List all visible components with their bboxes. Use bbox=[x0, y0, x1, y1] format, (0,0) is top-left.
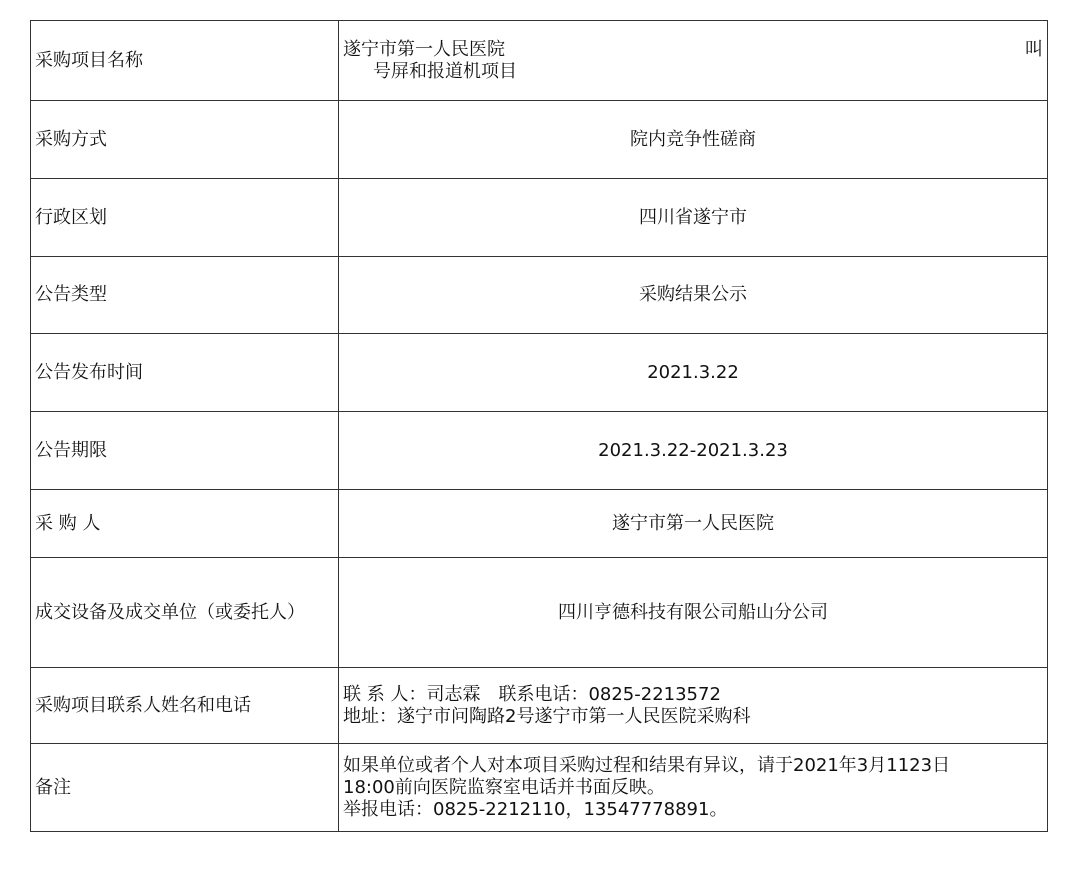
row-label-purchaser: 采 购 人 bbox=[31, 490, 339, 558]
table-row bbox=[31, 334, 1048, 412]
row-label-procurement-method: 采购方式 bbox=[31, 101, 339, 179]
winning-supplier-value: 四川亨德科技有限公司船山分公司 bbox=[339, 558, 1048, 668]
publish-date-value: 2021.3.22 bbox=[339, 334, 1048, 412]
remarks-line-3: 举报电话：0825-2212110，13547778891。 bbox=[343, 798, 728, 820]
notice-type-value: 采购结果公示 bbox=[339, 257, 1048, 334]
row-label-winning-supplier: 成交设备及成交单位（或委托人） bbox=[31, 558, 339, 668]
table-row bbox=[31, 412, 1048, 490]
remarks-value bbox=[339, 744, 1048, 832]
contact-value bbox=[339, 668, 1048, 744]
remarks-line-1: 如果单位或者个人对本项目采购过程和结果有异议，请于2021年3月1123日 bbox=[343, 754, 951, 776]
table-row bbox=[31, 744, 1048, 832]
row-label-notice-type: 公告类型 bbox=[31, 257, 339, 334]
purchaser-value: 遂宁市第一人民医院 bbox=[339, 490, 1048, 558]
table-row bbox=[31, 558, 1048, 668]
contact-line: 联 系 人：司志霖 联系电话：0825-2213572 bbox=[343, 683, 721, 705]
table-row bbox=[31, 668, 1048, 744]
procurement-result-table bbox=[30, 20, 1048, 832]
table-row bbox=[31, 101, 1048, 179]
project-name-line1: 遂宁市第一人民医院 bbox=[343, 38, 505, 60]
project-name-value bbox=[339, 21, 1048, 101]
remarks-line-2: 18:00前向医院监察室电话并书面反映。 bbox=[343, 776, 665, 798]
table-row bbox=[31, 257, 1048, 334]
row-label-region: 行政区划 bbox=[31, 179, 339, 257]
row-label-project-name: 采购项目名称 bbox=[31, 21, 339, 101]
notice-period-value: 2021.3.22-2021.3.23 bbox=[339, 412, 1048, 490]
table-row bbox=[31, 21, 1048, 101]
address-line: 地址：遂宁市问陶路2号遂宁市第一人民医院采购科 bbox=[343, 705, 751, 727]
region-value: 四川省遂宁市 bbox=[339, 179, 1048, 257]
project-name-line1-tail: 叫 bbox=[1025, 38, 1043, 60]
row-label-notice-period: 公告期限 bbox=[31, 412, 339, 490]
row-label-contact: 采购项目联系人姓名和电话 bbox=[31, 668, 339, 744]
table-row bbox=[31, 179, 1048, 257]
row-label-publish-date: 公告发布时间 bbox=[31, 334, 339, 412]
table-row bbox=[31, 490, 1048, 558]
project-name-line2: 号屏和报道机项目 bbox=[373, 60, 517, 82]
procurement-method-value: 院内竞争性磋商 bbox=[339, 101, 1048, 179]
row-label-remarks: 备注 bbox=[31, 744, 339, 832]
